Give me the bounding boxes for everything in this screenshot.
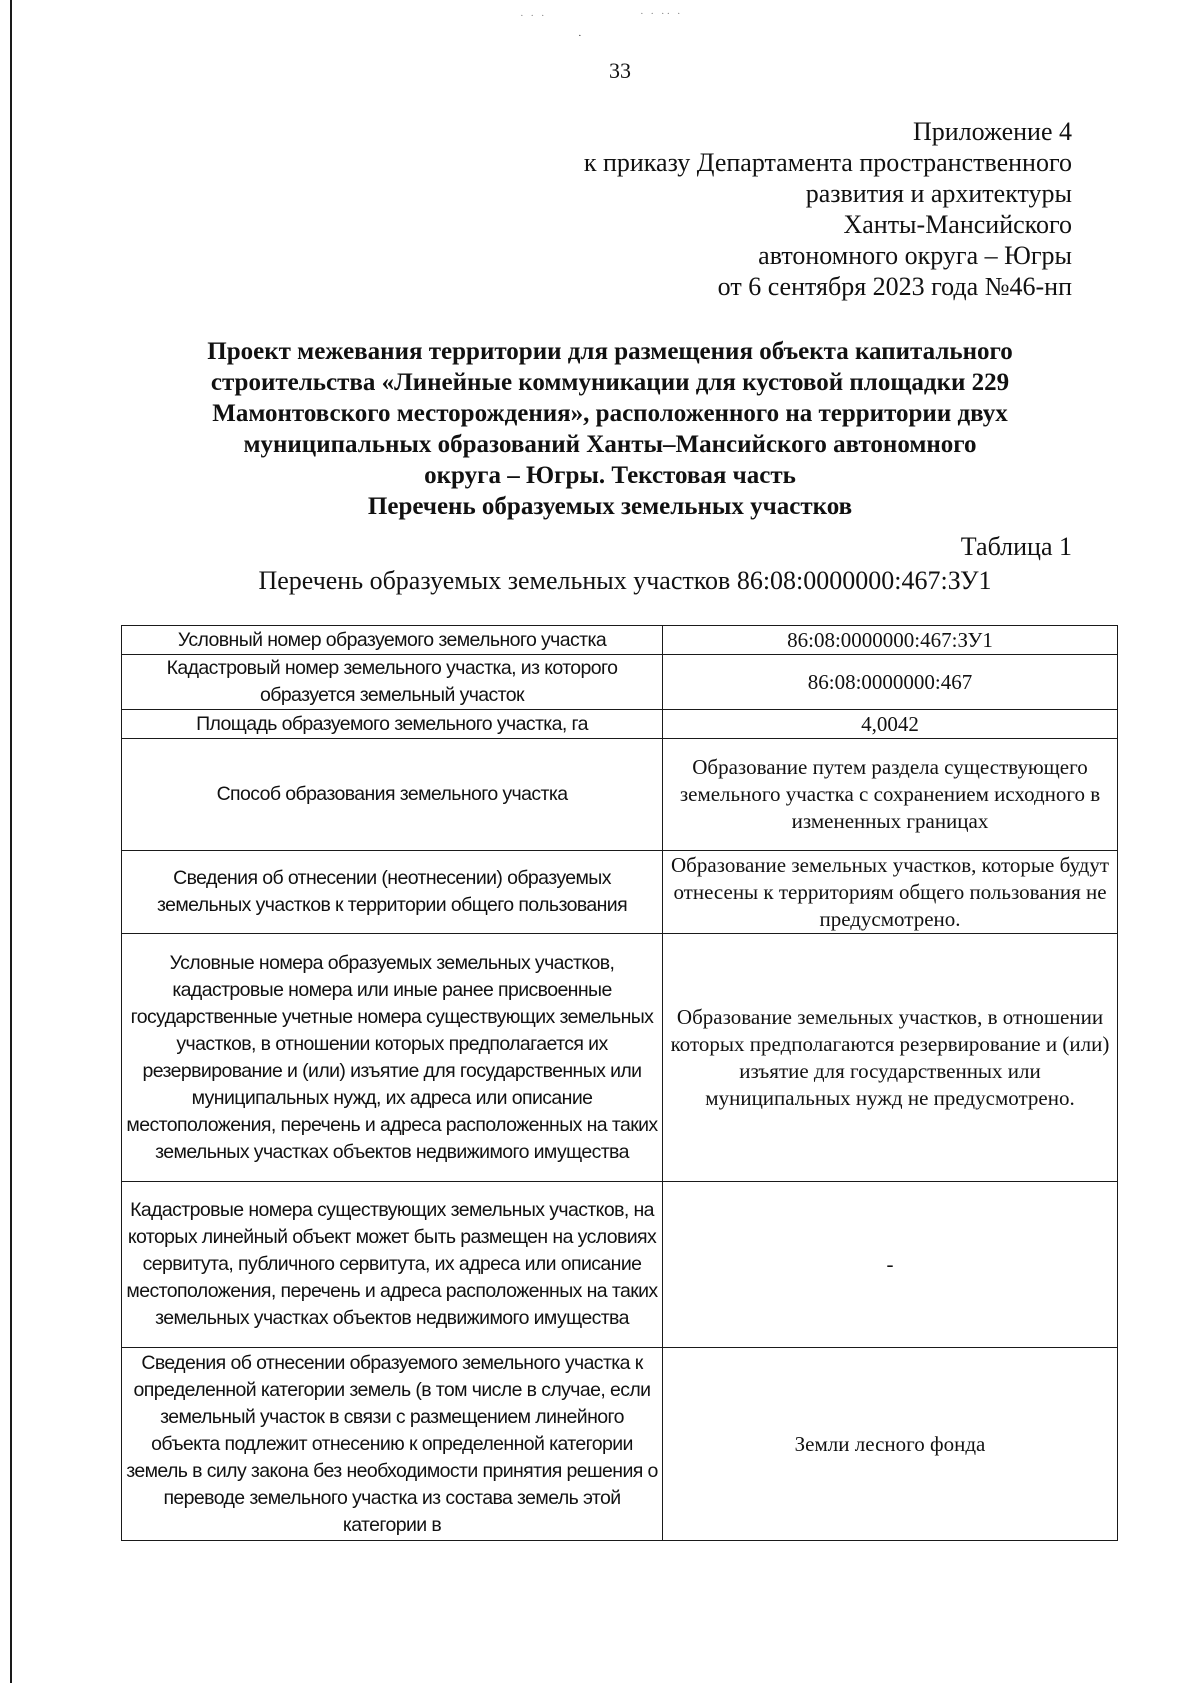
row-label: Кадастровый номер земельного участка, из которого образуется земельный участок	[122, 655, 663, 710]
row-value: 86:08:0000000:467	[663, 655, 1118, 710]
row-label: Кадастровые номера существующих земельных участков, на которых линейный объект может быть размещен на условиях сервитута, публичного сервитута, их адреса или описание местоположения, перечень и адреса расположенных на таких земельных участках объектов недвижимого имущества	[122, 1182, 663, 1348]
parcels-table	[121, 625, 1118, 1541]
table-label: Таблица 1	[960, 532, 1072, 561]
table-row	[122, 739, 1118, 851]
title-line: Мамонтовского месторождения», расположенного на территории двух	[212, 400, 1008, 427]
table-row	[122, 626, 1118, 655]
table-row	[122, 710, 1118, 739]
table-row	[122, 655, 1118, 710]
row-label: Способ образования земельного участка	[122, 739, 663, 851]
table-row	[122, 1348, 1118, 1541]
scan-noise: · · ·· ·	[640, 8, 683, 20]
row-value: 4,0042	[663, 710, 1118, 739]
row-value: Образование земельных участков, которые будут отнесены к территориям общего пользования не предусмотрено.	[663, 851, 1118, 934]
row-label: Площадь образуемого земельного участка, га	[122, 710, 663, 739]
table-caption: Перечень образуемых земельных участков 86:08:0000000:467:ЗУ1	[258, 566, 992, 595]
scan-noise: ·	[578, 30, 584, 42]
row-label: Условный номер образуемого земельного участка	[122, 626, 663, 655]
row-value: Земли лесного фонда	[663, 1348, 1118, 1541]
appendix-line: Ханты-Мансийского	[843, 210, 1072, 239]
appendix-header	[584, 116, 1072, 302]
title-line: муниципальных образований Ханты–Мансийского автономного	[243, 431, 977, 458]
scan-border	[10, 0, 12, 1683]
title-line: строительства «Линейные коммуникации для кустовой площадки 229	[210, 369, 1010, 396]
table-row	[122, 934, 1118, 1182]
appendix-line: автономного округа – Югры	[758, 241, 1072, 270]
row-value: Образование земельных участков, в отношении которых предполагаются резервирование и (или) изъятие для государственных или муниципальных нужд не предусмотрено.	[663, 934, 1118, 1182]
row-label: Сведения об отнесении (неотнесении) образуемых земельных участков к территории общего пользования	[122, 851, 663, 934]
appendix-line: развития и архитектуры	[805, 179, 1072, 208]
row-value: Образование путем раздела существующего земельного участка с сохранением исходного в измененных границах	[663, 739, 1118, 851]
title-line: округа – Югры. Текстовая часть	[424, 462, 796, 489]
title-line: Перечень образуемых земельных участков	[367, 493, 853, 520]
row-label: Сведения об отнесении образуемого земельного участка к определенной категории земель (в том числе в случае, если земельный участок в связи с размещением линейного объекта подлежит отнесению к определенной категории земель в силу закона без необходимости принятия решения о переводе земельного участка из состава земель этой категории в	[122, 1348, 663, 1541]
appendix-line: от 6 сентября 2023 года №46-нп	[717, 272, 1072, 301]
table-row	[122, 1182, 1118, 1348]
title-line: Проект межевания территории для размещения объекта капитального	[207, 338, 1013, 365]
row-value: 86:08:0000000:467:ЗУ1	[663, 626, 1118, 655]
row-label: Условные номера образуемых земельных участков, кадастровые номера или иные ранее присвоенные государственные учетные номера существующих земельных участков, в отношении которых предполагается их резервирование и (или) изъятие для государственных или муниципальных нужд, их адреса или описание местоположения, перечень и адреса расположенных на таких земельных участках объектов недвижимого имущества	[122, 934, 663, 1182]
table-row	[122, 851, 1118, 934]
appendix-line: Приложение 4	[912, 117, 1072, 146]
scan-noise: · · ·	[520, 10, 547, 22]
appendix-line: к приказу Департамента пространственного	[583, 148, 1072, 177]
document-title	[130, 336, 1090, 522]
page-number: 33	[609, 58, 631, 83]
row-value: -	[663, 1182, 1118, 1348]
